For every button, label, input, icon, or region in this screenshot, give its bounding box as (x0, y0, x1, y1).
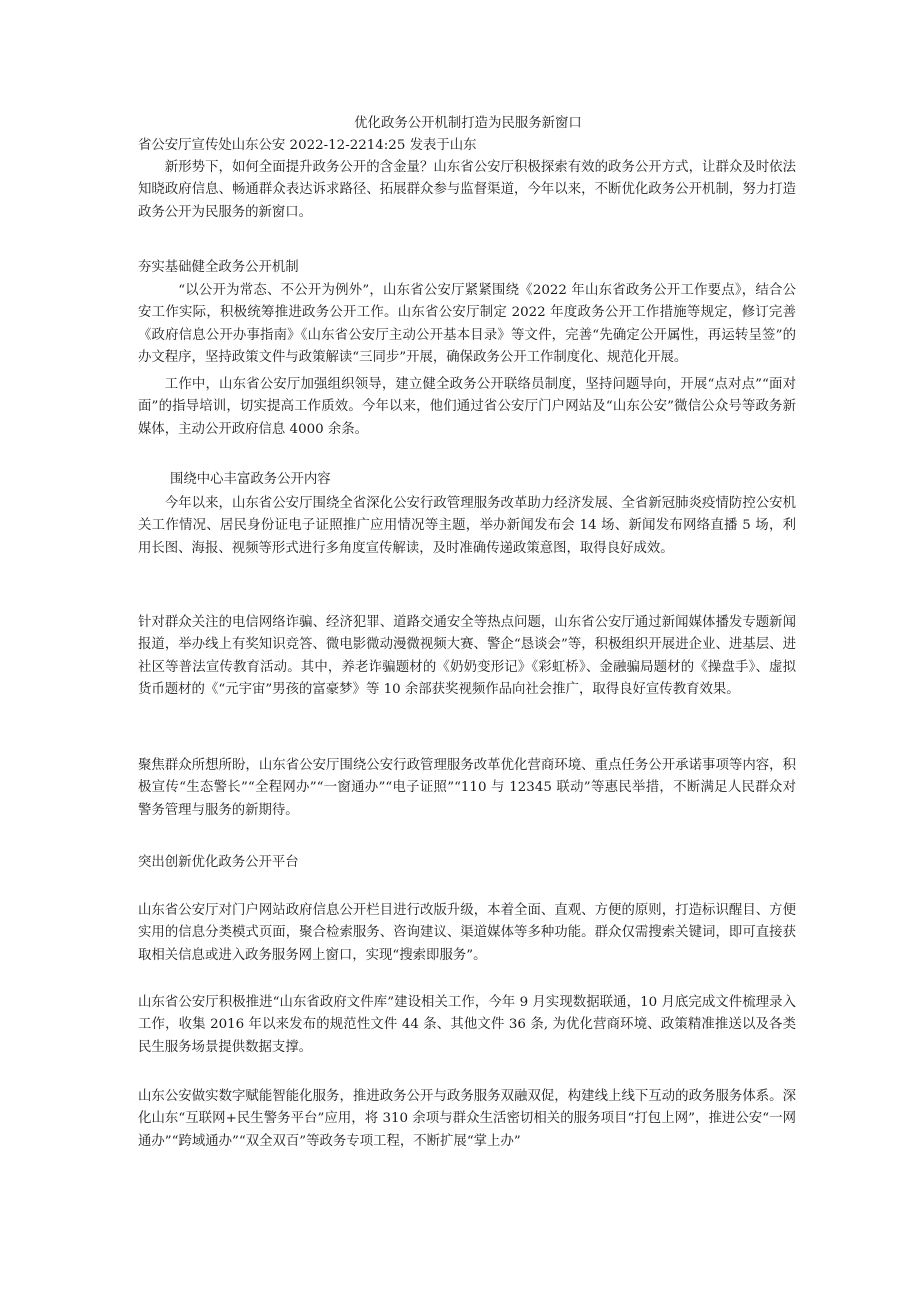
paragraph-8: 山东公安做实数字赋能智能化服务，推进政务公开与政务服务双融双促，构建线上线下互动的政务服务体系。深化山东“互联网+民生警务平台”应用，将 310 余项与群众生活密切相关的服务项目“打包上网”，推进公安“一网通办”“跨域通办”“双全双百”等政务专项工程，不断扩展“掌上办” (138, 1089, 796, 1149)
paragraph-3: 今年以来，山东省公安厅围绕全省深化公安行政管理服务改革助力经济发展、全省新冠肺炎疫情防控公安机关工作情况、居民身份证电子证照推广应用情况等主题，举办新闻发布会 14 场、新闻发布网络直播 5 场，利用长图、海报、视频等形式进行多角度宣传解读，及时准确传递政策意图，取得良好成效。 (138, 496, 796, 556)
section-heading-1: 夯实基础健全政务公开机制 (138, 260, 299, 275)
article-meta: 省公安厅宣传处山东公安 2022-12-2214:25 发表于山东 (138, 138, 477, 153)
intro-paragraph: 新形势下，如何全面提升政务公开的含金量？山东省公安厅积极探索有效的政务公开方式，让群众及时依法知晓政府信息、畅通群众表达诉求路径、拓展群众参与监督渠道，今年以来，不断优化政务公开机制，努力打造政务公开为民服务的新窗口。 (138, 160, 796, 220)
paragraph-2: 工作中，山东省公安厅加强组织领导，建立健全政务公开联络员制度，坚持问题导向，开展“点对点”“面对面”的指导培训，切实提高工作质效。今年以来，他们通过省公安厅门户网站及“山东公安”微信公众号等政务新媒体，主动公开政府信息 4000 余条。 (138, 377, 796, 437)
section-heading-2: 围绕中心丰富政务公开内容 (170, 472, 331, 487)
paragraph-1: “以公开为常态、不公开为例外”，山东省公安厅紧紧围绕《2022 年山东省政务公开工作要点》，结合公安工作实际，积极统筹推进政务公开工作。山东省公安厅制定 2022 年度政务公开工作措施等规定，修订完善《政府信息公开办事指南》《山东省公安厅主动公开基本目录》等文件，完善“先确定公开属性，再运转呈签”的办文程序，坚持政策文件与政策解读“三同步”开展，确保政务公开工作制度化、规范化开展。 (138, 283, 796, 366)
article-title: 优化政务公开机制打造为民服务新窗口 (354, 116, 582, 131)
paragraph-6: 山东省公安厅对门户网站政府信息公开栏目进行改版升级，本着全面、直观、方便的原则，打造标识醒目、方便实用的信息分类模式页面，聚合检索服务、咨询建议、渠道媒体等多种功能。群众仅需搜索关键词，即可直接获取相关信息或进入政务服务网上窗口，实现“搜索即服务”。 (138, 903, 796, 963)
section-heading-3: 突出创新优化政务公开平台 (138, 855, 299, 870)
paragraph-5: 聚焦群众所想所盼，山东省公安厅围绕公安行政管理服务改革优化营商环境、重点任务公开承诺事项等内容，积极宣传“生态警长”“全程网办”“一窗通办”“电子证照”“110 与 12345 联动”等惠民举措，不断满足人民群众对警务管理与服务的新期待。 (138, 758, 796, 818)
paragraph-7: 山东省公安厅积极推进“山东省政府文件库”建设相关工作，今年 9 月实现数据联通，10 月底完成文件梳理录入工作，收集 2016 年以来发布的规范性文件 44 条、其他文件 36 条, 为优化营商环境、政策精准推送以及各类民生服务场景提供数据支撑。 (138, 995, 796, 1055)
paragraph-4: 针对群众关注的电信网络诈骗、经济犯罪、道路交通安全等热点问题，山东省公安厅通过新闻媒体播发专题新闻报道，举办线上有奖知识竞答、微电影微动漫微视频大赛、警企“恳谈会”等，积极组织开展进企业、进基层、进社区等普法宣传教育活动。其中，养老诈骗题材的《奶奶变形记》《彩虹桥》、金融骗局题材的《操盘手》、虚拟货币题材的《“元宇宙”男孩的富豪梦》等 10 余部获奖视频作品向社会推广，取得良好宣传教育效果。 (138, 615, 796, 698)
